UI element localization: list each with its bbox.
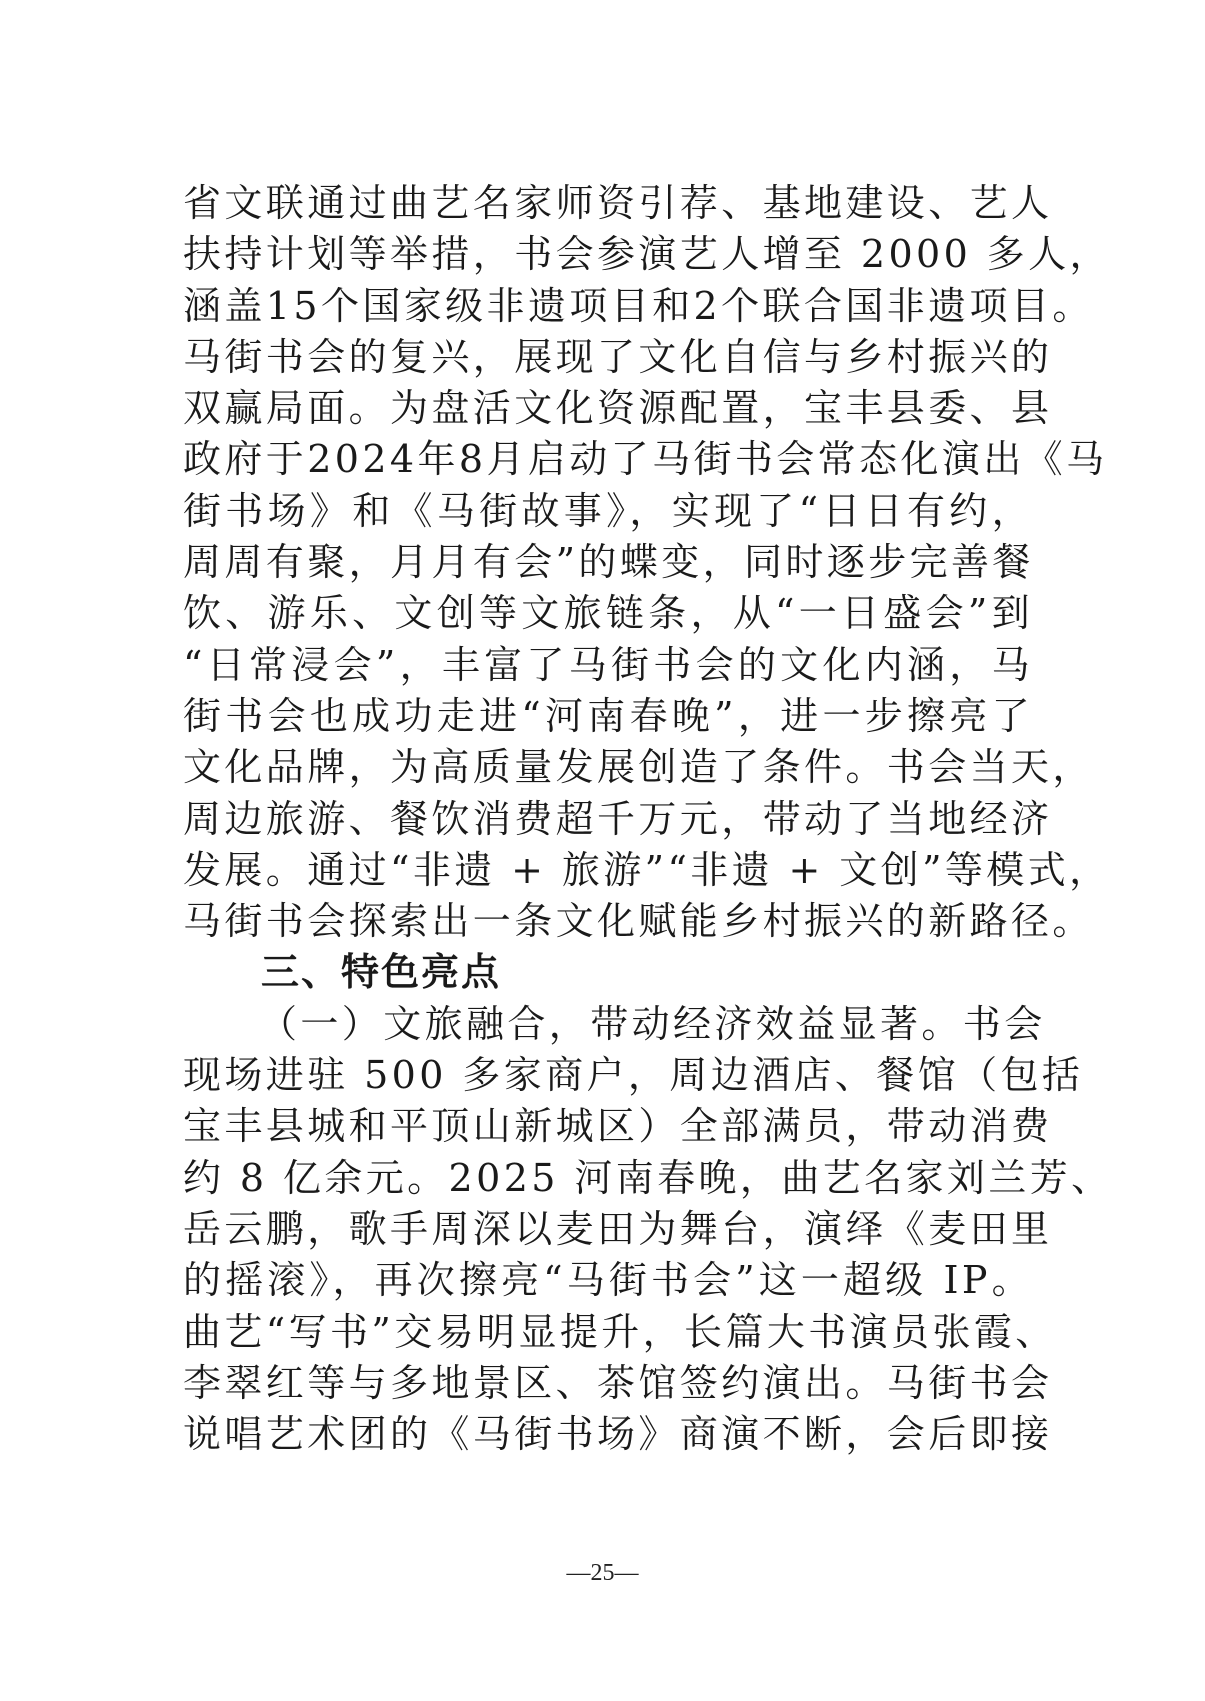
paragraph-line: 约 8 亿余元。2025 河南春晚，曲艺名家刘兰芳、: [183, 1155, 1113, 1200]
paragraph-line: 饮、游乐、文创等文旅链条，从“一日盛会”到: [183, 591, 1033, 636]
paragraph-line: 说唱艺术团的《马街书场》商演不断，会后即接: [183, 1412, 1053, 1457]
paragraph-line: “日常浸会”，丰富了马街书会的文化内涵，马: [183, 642, 1033, 687]
paragraph-line: 涵盖15个国家级非遗项目和2个联合国非遗项目。: [183, 283, 1094, 328]
page-number: —25—: [566, 1560, 639, 1586]
paragraph-line: 发展。通过“非遗 + 旅游”“非遗 + 文创”等模式，: [183, 847, 1111, 892]
paragraph-line: 街书会也成功走进“河南春晚”，进一步擦亮了: [183, 693, 1033, 738]
paragraph-line: 扶持计划等举措，书会参演艺人增至 2000 多人，: [183, 232, 1111, 277]
paragraph-line: 岳云鹏，歌手周深以麦田为舞台，演绎《麦田里: [183, 1206, 1053, 1251]
body-text: [183, 178, 1113, 1460]
paragraph-line: 双赢局面。为盘活文化资源配置，宝丰县委、县: [183, 386, 1053, 431]
paragraph-line: 文化品牌，为高质量发展创造了条件。书会当天，: [183, 745, 1094, 790]
paragraph-line: 省文联通过曲艺名家师资引荐、基地建设、艺人: [183, 181, 1053, 225]
paragraph-line: 马街书会的复兴，展现了文化自信与乡村振兴的: [183, 334, 1053, 379]
subsection-title-line: （一）文旅融合，带动经济效益显著。书会: [259, 1001, 1046, 1046]
paragraph-line: 曲艺“写书”交易明显提升，长篇大书演员张霞、: [183, 1309, 1057, 1354]
paragraph-line: 周边旅游、餐饮消费超千万元，带动了当地经济: [183, 796, 1053, 841]
paragraph-line: 的摇滚》，再次擦亮“马街书会”这一超级 IP。: [183, 1258, 1033, 1303]
paragraph-line: 马街书会探索出一条文化赋能乡村振兴的新路径。: [183, 899, 1094, 944]
paragraph-line: 周周有聚，月月有会”的蝶变，同时逐步完善餐: [183, 540, 1034, 585]
paragraph-line: 现场进驻 500 多家商户，周边酒店、餐馆（包括: [183, 1053, 1084, 1098]
section-heading: 三、特色亮点: [261, 950, 502, 995]
paragraph-line: 政府于2024年8月启动了马街书会常态化演出《马: [183, 437, 1108, 482]
paragraph-line: 宝丰县城和平顶山新城区）全部满员，带动消费: [183, 1104, 1053, 1149]
paragraph-line: 李翠红等与多地景区、茶馆签约演出。马街书会: [183, 1360, 1053, 1405]
paragraph-line: 街书场》和《马街故事》，实现了“日日有约，: [183, 488, 1033, 533]
